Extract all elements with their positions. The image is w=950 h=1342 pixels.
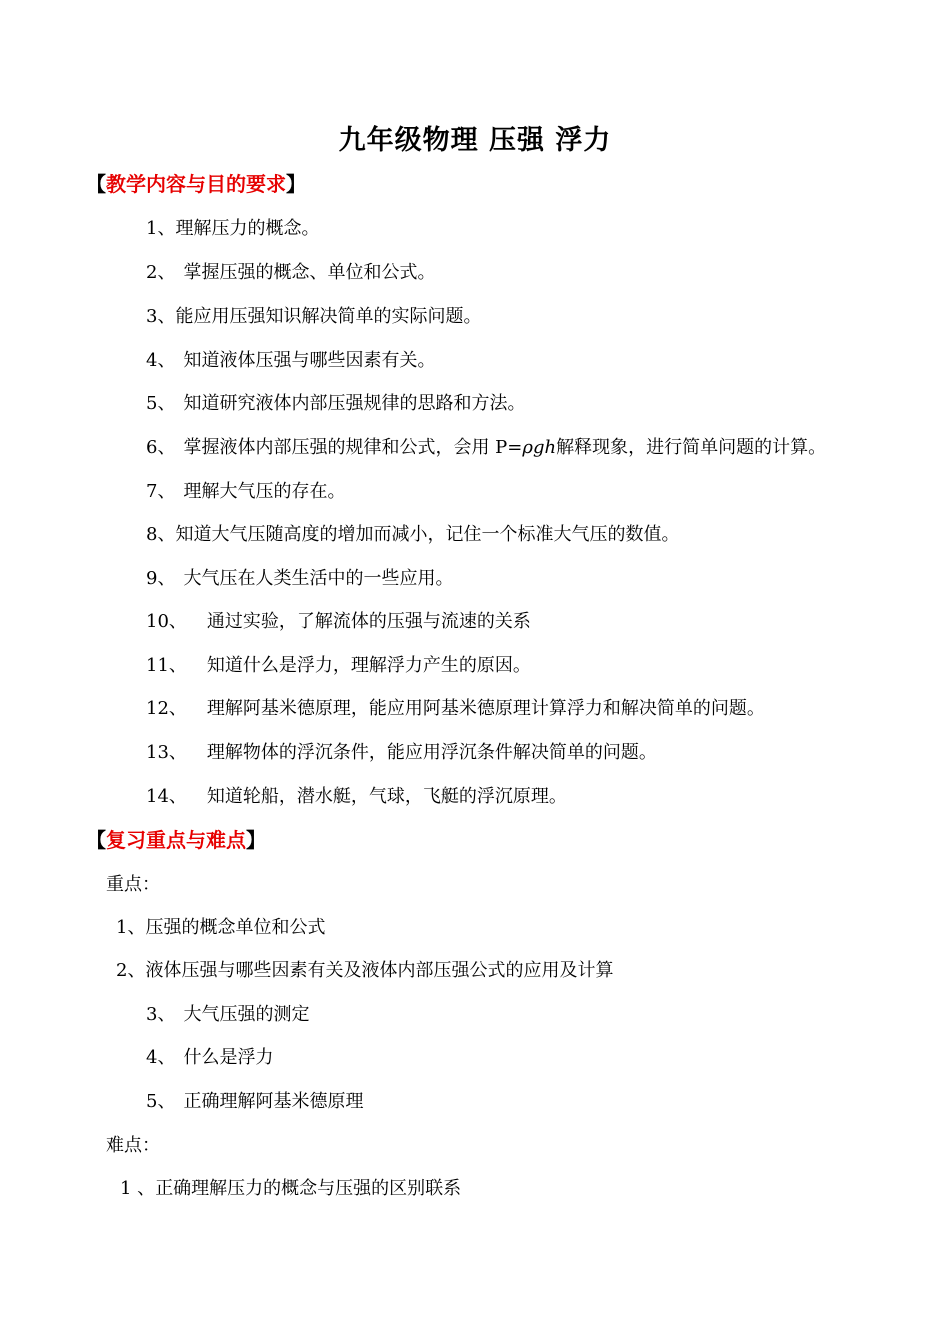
item-number: 7、 bbox=[146, 481, 176, 502]
item-text: 大气压在人类生活中的一些应用。 bbox=[183, 568, 454, 589]
bracket-close: 】 bbox=[246, 828, 266, 852]
section-heading-text: 教学内容与目的要求 bbox=[106, 172, 286, 196]
item-text: 知道液体压强与哪些因素有关。 bbox=[183, 350, 436, 371]
item-number: 10、 bbox=[146, 611, 187, 632]
item-number: 14、 bbox=[146, 786, 187, 807]
document-title: 九年级物理 压强 浮力 bbox=[338, 125, 612, 156]
list-item bbox=[146, 651, 531, 677]
list-item bbox=[146, 258, 435, 284]
list-item bbox=[146, 694, 765, 720]
item-number: 9、 bbox=[146, 568, 176, 589]
item-text: 正确理解压力的概念与压强的区别联系 bbox=[155, 1178, 462, 1199]
item-text: 大气压强的测定 bbox=[183, 1004, 310, 1025]
item-number: 5、 bbox=[146, 1091, 176, 1112]
item-number: 13、 bbox=[146, 742, 187, 763]
list-item bbox=[146, 433, 826, 459]
item-number: 12、 bbox=[146, 698, 187, 719]
list-item bbox=[116, 913, 325, 939]
item-text: 液体压强与哪些因素有关及液体内部压强公式的应用及计算 bbox=[145, 960, 614, 981]
section-heading-text: 复习重点与难点 bbox=[106, 828, 246, 852]
item-number: 2、 bbox=[116, 960, 146, 981]
item-number: 3、 bbox=[146, 1004, 176, 1025]
list-item bbox=[116, 956, 613, 982]
list-item bbox=[146, 738, 657, 764]
item-text: 理解压力的概念。 bbox=[175, 218, 320, 239]
list-item bbox=[146, 302, 481, 328]
item-text-after: 解释现象，进行简单问题的计算。 bbox=[556, 437, 827, 458]
bracket-close: 】 bbox=[286, 172, 306, 196]
item-number: 1 、 bbox=[120, 1178, 156, 1199]
list-item bbox=[146, 1043, 273, 1069]
item-text: 能应用压强知识解决简单的实际问题。 bbox=[175, 306, 482, 327]
item-text: 理解物体的浮沉条件，能应用浮沉条件解决简单的问题。 bbox=[206, 742, 657, 763]
list-item bbox=[146, 520, 679, 546]
list-item bbox=[146, 782, 567, 808]
item-text: 理解阿基米德原理，能应用阿基米德原理计算浮力和解决简单的问题。 bbox=[206, 698, 765, 719]
item-number: 11、 bbox=[146, 655, 187, 676]
item-number: 6、 bbox=[146, 437, 176, 458]
item-text: 掌握压强的概念、单位和公式。 bbox=[183, 262, 436, 283]
list-item bbox=[146, 1000, 309, 1026]
item-number: 3、 bbox=[146, 306, 176, 327]
item-number: 5、 bbox=[146, 393, 176, 414]
item-number: 2、 bbox=[146, 262, 176, 283]
item-text: 正确理解阿基米德原理 bbox=[183, 1091, 364, 1112]
item-number: 4、 bbox=[146, 350, 176, 371]
item-number: 8、 bbox=[146, 524, 176, 545]
item-text: 通过实验，了解流体的压强与流速的关系 bbox=[206, 611, 531, 632]
item-number: 4、 bbox=[146, 1047, 176, 1068]
item-number: 1、 bbox=[146, 218, 176, 239]
item-text: 知道研究液体内部压强规律的思路和方法。 bbox=[183, 393, 526, 414]
difficult-points-label: 难点： bbox=[106, 1135, 160, 1156]
list-item bbox=[146, 214, 319, 240]
item-text: 掌握液体内部压强的规律和公式，会用 P= bbox=[183, 437, 523, 458]
list-item bbox=[146, 346, 435, 372]
key-points-label: 重点： bbox=[106, 874, 160, 895]
bracket-open: 【 bbox=[86, 828, 106, 852]
item-number: 1、 bbox=[116, 917, 146, 938]
item-text: 知道什么是浮力，理解浮力产生的原因。 bbox=[206, 655, 531, 676]
item-text: 理解大气压的存在。 bbox=[183, 481, 346, 502]
list-item bbox=[146, 389, 525, 415]
formula: ρgh bbox=[522, 437, 557, 458]
section-heading-key-points bbox=[86, 824, 266, 853]
item-text: 压强的概念单位和公式 bbox=[145, 917, 326, 938]
bracket-open: 【 bbox=[86, 172, 106, 196]
item-text: 什么是浮力 bbox=[183, 1047, 274, 1068]
list-item bbox=[146, 607, 531, 633]
item-text: 知道大气压随高度的增加而减小，记住一个标准大气压的数值。 bbox=[175, 524, 680, 545]
item-text: 知道轮船，潜水艇，气球，飞艇的浮沉原理。 bbox=[206, 786, 567, 807]
list-item bbox=[146, 564, 453, 590]
list-item bbox=[146, 1087, 363, 1113]
list-item bbox=[146, 477, 345, 503]
section-heading-objectives bbox=[86, 168, 306, 197]
list-item bbox=[120, 1174, 461, 1200]
